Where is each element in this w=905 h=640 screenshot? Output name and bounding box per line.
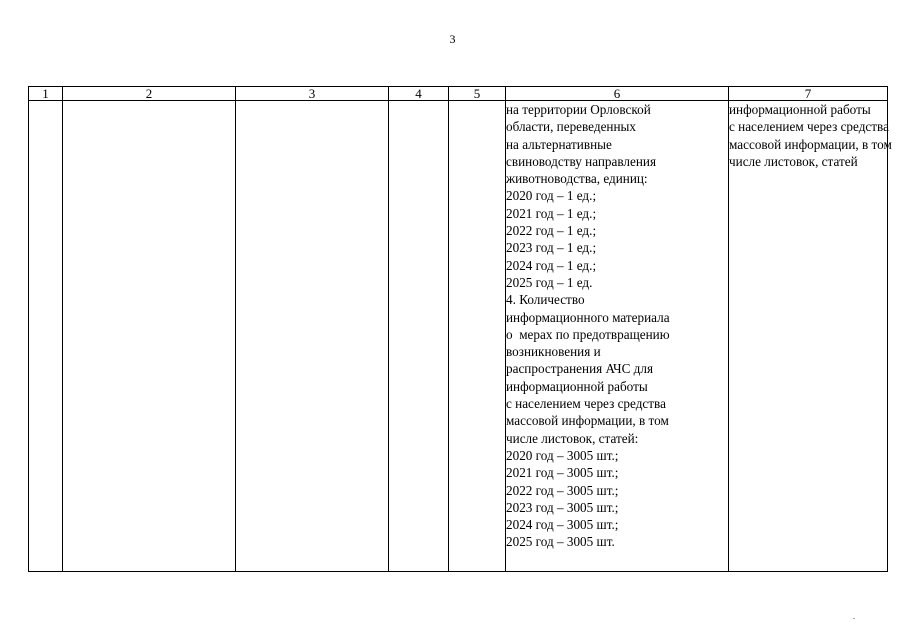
column-header-3: 3 [236, 87, 389, 101]
col6-line: информационной работы [506, 378, 648, 394]
column-header-4: 4 [389, 87, 449, 101]
col6-line: свиноводству направления [506, 153, 657, 169]
col6-line: о мерах по предотвращению [506, 326, 670, 342]
cell-col-4 [389, 101, 449, 572]
cell-col-2 [63, 101, 236, 572]
col6-line: 4. Количество [506, 292, 585, 308]
document-table [28, 86, 892, 572]
col6-line: 2022 год – 1 ед.; [506, 223, 597, 239]
col6-line: распространения АЧС для [506, 361, 654, 377]
column-header-6: 6 [506, 87, 729, 101]
cell-col-5 [449, 101, 506, 572]
column-header-1: 1 [29, 87, 63, 101]
col6-line: информационного материала [506, 309, 670, 325]
col6-line: области, переведенных [506, 119, 636, 135]
cell-col-7 [729, 101, 892, 572]
col6-line: 2024 год – 1 ед.; [506, 257, 597, 273]
header-row [29, 87, 888, 101]
col6-line: на альтернативные [506, 136, 612, 152]
col6-line: животноводства, единиц: [506, 171, 648, 187]
col6-line: 2021 год – 1 ед.; [506, 205, 597, 221]
col6-line: 2025 год – 1 ед. [506, 274, 593, 290]
col7-line: числе листовок, статей [729, 153, 858, 169]
column-header-2: 2 [63, 87, 236, 101]
col7-line: с населением через средства [729, 119, 889, 135]
col6-line: 2023 год – 3005 шт.; [506, 499, 619, 515]
col6-line: массовой информации, в том [506, 413, 669, 429]
col6-line: 2024 год – 3005 шт.; [506, 517, 619, 533]
cell-col-6 [506, 101, 729, 572]
col7-line: информационной работы [729, 102, 871, 117]
cell-col-1 [29, 101, 63, 572]
col6-line: возникновения и [506, 344, 601, 360]
col6-line: с населением через средства [506, 396, 666, 412]
col6-line: 2022 год – 3005 шт.; [506, 482, 619, 498]
col6-line: на территории Орловской [506, 102, 651, 117]
column-header-7: 7 [729, 87, 888, 101]
table-row [29, 101, 888, 572]
column-header-5: 5 [449, 87, 506, 101]
col6-line: 2020 год – 3005 шт.; [506, 447, 619, 463]
col6-line: 2021 год – 3005 шт.; [506, 465, 619, 481]
col6-line: 2023 год – 1 ед.; [506, 240, 597, 256]
col6-line: числе листовок, статей: [506, 430, 639, 446]
col6-line: 2025 год – 3005 шт. [506, 534, 615, 550]
col6-line: 2020 год – 1 ед.; [506, 188, 597, 204]
scan-speck [853, 618, 855, 619]
cell-col-3 [236, 101, 389, 572]
col7-line: массовой информации, в том [729, 136, 892, 152]
page-number: 3 [449, 32, 456, 46]
